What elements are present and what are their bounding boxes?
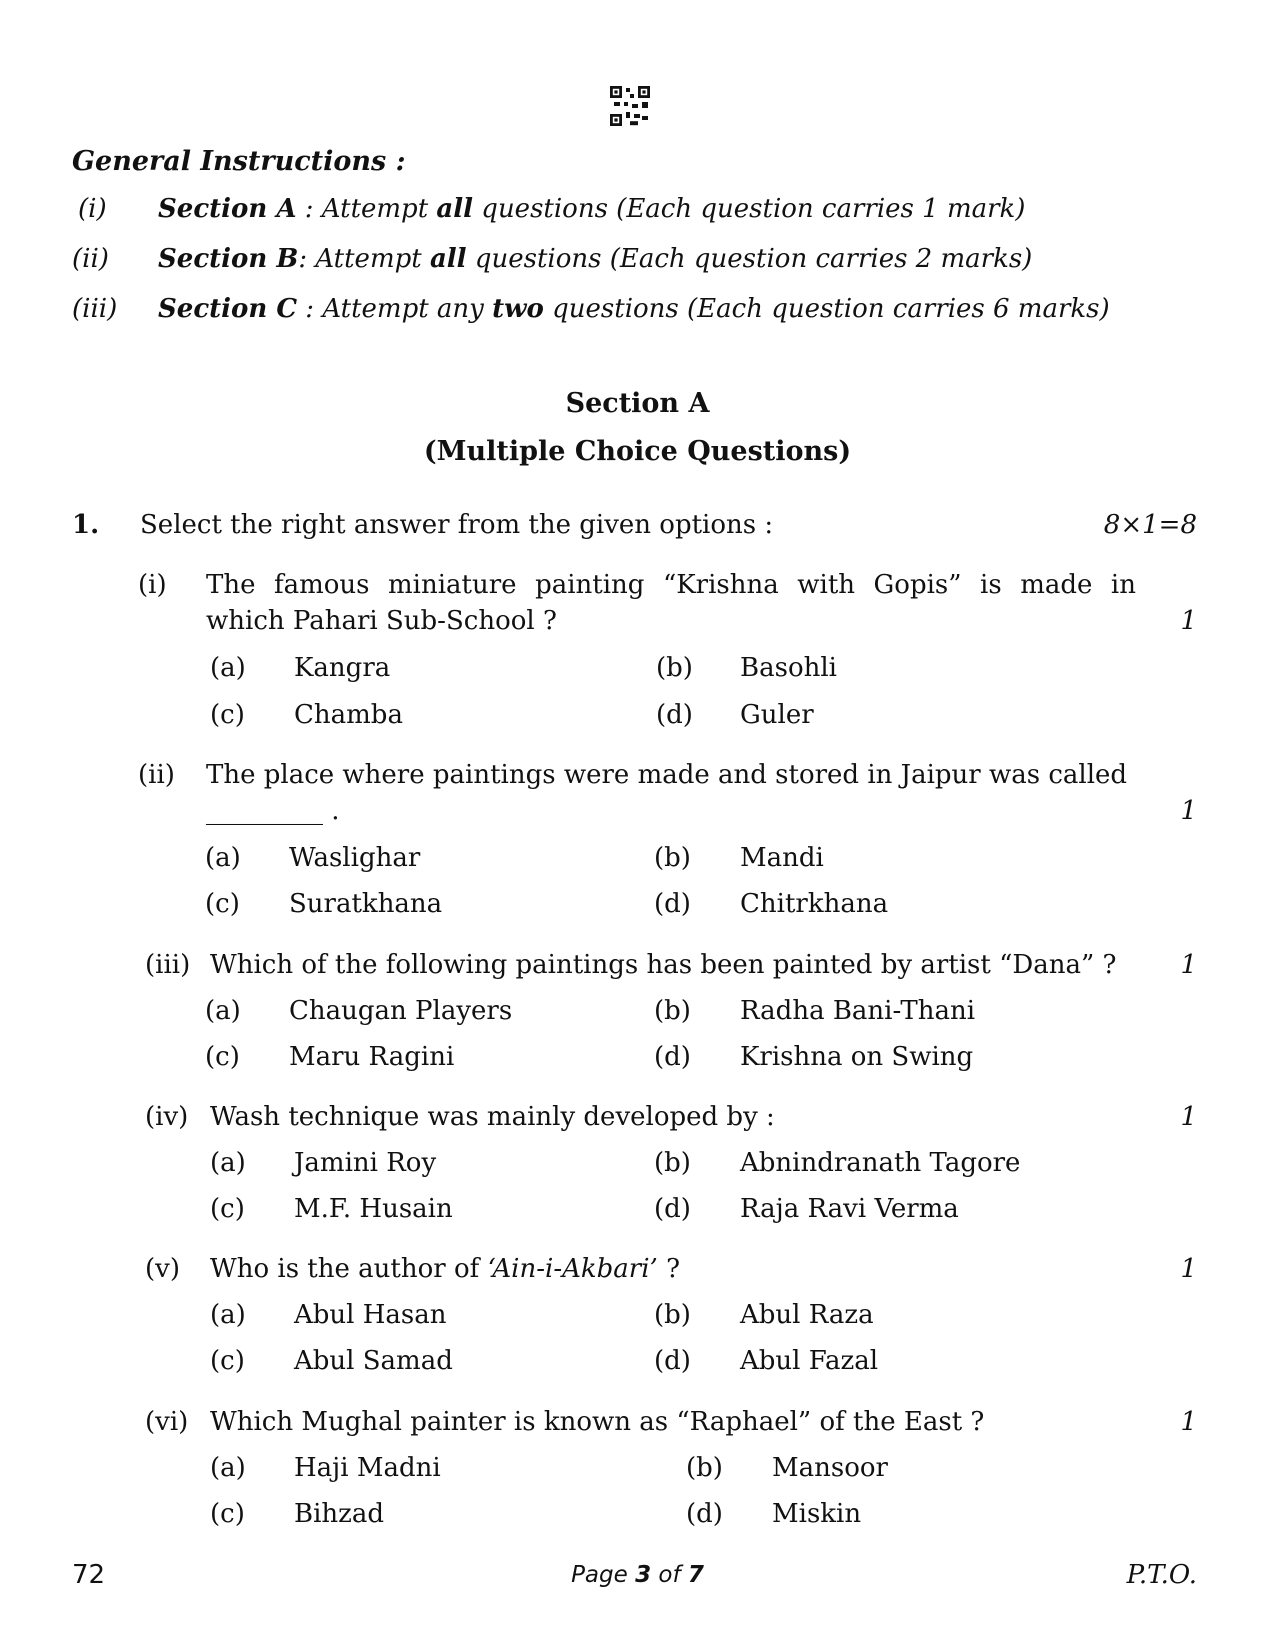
pto-label: P.T.O.: [1126, 1560, 1197, 1590]
subquestion-mark: 1: [1180, 950, 1197, 980]
qr-code-icon: [610, 86, 650, 126]
question-number: 1.: [72, 510, 100, 540]
general-instructions-title: General Instructions :: [72, 146, 406, 177]
subquestion-line: which Pahari Sub-School ?: [206, 606, 557, 636]
subquestion-mark: 1: [1180, 1407, 1197, 1437]
question-text: Select the right answer from the given options :: [140, 510, 774, 540]
question-marks: 8×1=8: [1103, 510, 1197, 540]
subquestion-mark: 1: [1180, 796, 1197, 826]
section-title: Section A: [565, 388, 710, 419]
paper-code: 72: [72, 1560, 106, 1590]
page-indicator: Page 3 of 7: [571, 1562, 704, 1588]
subquestion-mark: 1: [1180, 606, 1197, 636]
subquestion-mark: 1: [1180, 1102, 1197, 1132]
subquestion-mark: 1: [1180, 1254, 1197, 1284]
section-subtitle: (Multiple Choice Questions): [423, 436, 852, 467]
subquestion-blank: _________ .: [206, 796, 340, 826]
